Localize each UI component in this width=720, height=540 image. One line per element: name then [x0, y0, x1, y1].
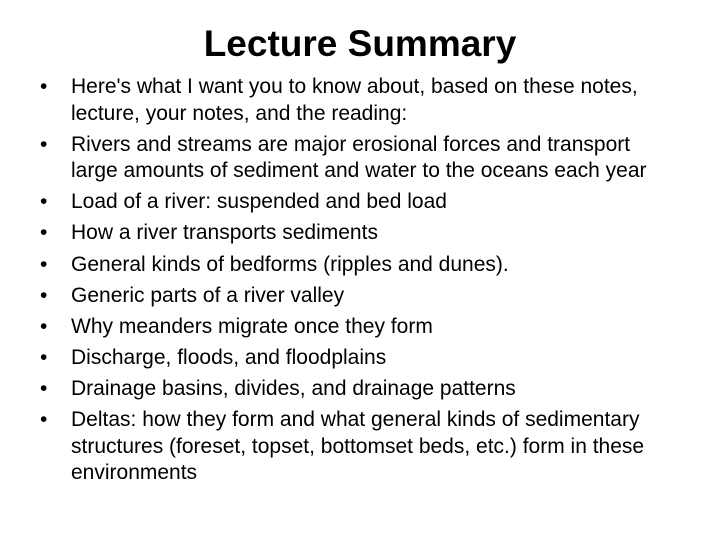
bullet-icon: • — [40, 132, 48, 156]
bullet-icon: • — [40, 190, 48, 214]
bullet-list — [40, 74, 680, 487]
bullet-icon: • — [40, 345, 48, 369]
bullet-icon: • — [40, 408, 48, 432]
bullet-icon: • — [40, 283, 48, 307]
slide-title: Lecture Summary — [203, 23, 517, 64]
bullet-text: Drainage basins, divides, and drainage patterns — [71, 376, 516, 400]
list-item — [40, 74, 680, 127]
bullet-text: How a river transports sediments — [71, 221, 378, 245]
list-item — [40, 189, 680, 216]
list-item — [40, 132, 680, 185]
bullet-icon: • — [40, 376, 48, 400]
bullet-icon: • — [40, 252, 48, 276]
bullet-text: Here's what I want you to know about, based on these notes, lecture, your notes, and the reading: — [71, 75, 638, 125]
bullet-icon: • — [40, 221, 48, 245]
list-item — [40, 283, 680, 310]
bullet-text: Deltas: how they form and what general kinds of sedimentary structures (foreset, topset, bottomset beds, etc.) form in these environments — [71, 408, 645, 485]
list-item — [40, 407, 680, 487]
bullet-text: Discharge, floods, and floodplains — [71, 345, 387, 369]
list-item — [40, 376, 680, 403]
bullet-text: Load of a river: suspended and bed load — [71, 190, 447, 214]
bullet-text: Generic parts of a river valley — [71, 283, 345, 307]
list-item — [40, 314, 680, 341]
list-item — [40, 345, 680, 372]
bullet-text: Why meanders migrate once they form — [71, 314, 433, 338]
list-item — [40, 220, 680, 247]
bullet-text: General kinds of bedforms (ripples and dunes). — [71, 252, 509, 276]
bullet-text: Rivers and streams are major erosional forces and transport large amounts of sediment and water to the oceans each year — [71, 132, 647, 183]
list-item — [40, 252, 680, 279]
bullet-icon: • — [40, 75, 48, 98]
bullet-icon: • — [40, 314, 48, 338]
